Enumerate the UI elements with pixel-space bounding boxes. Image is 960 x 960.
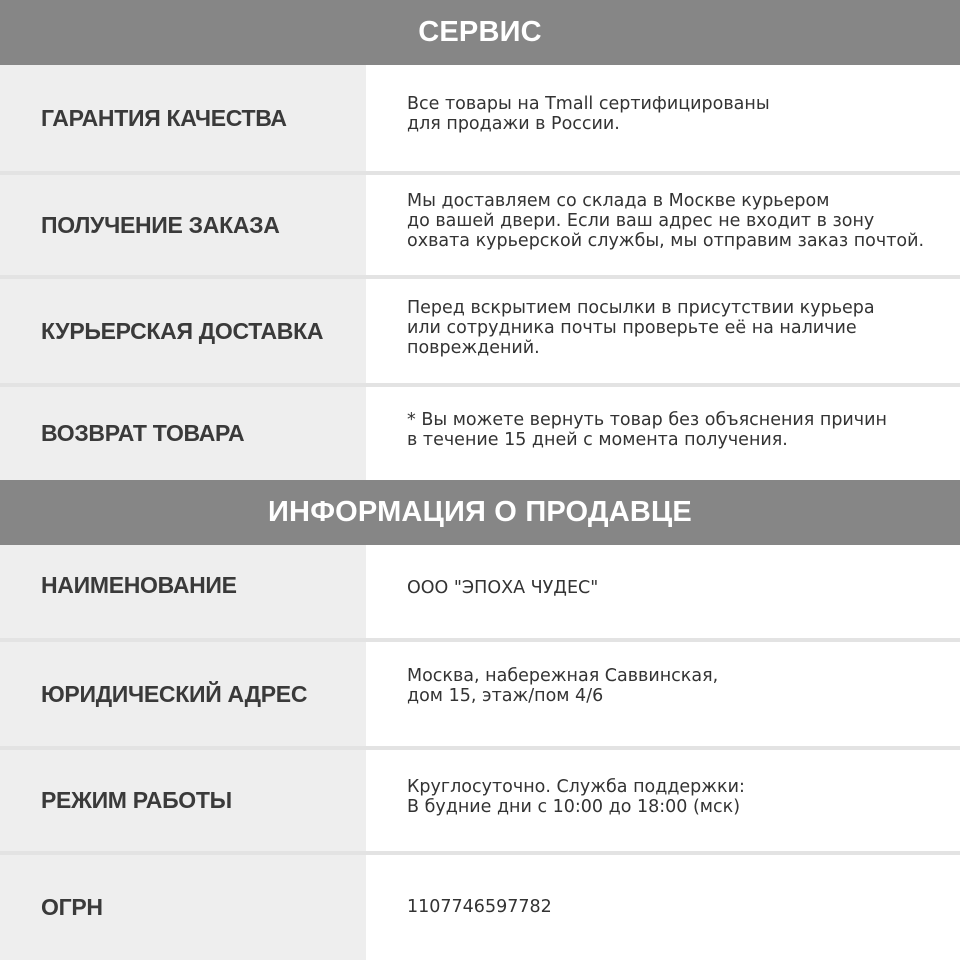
seller-row-working-hours [0,750,960,851]
row-label: РЕЖИМ РАБОТЫ [0,750,366,851]
row-label: ЮРИДИЧЕСКИЙ АДРЕС [0,642,366,746]
row-label: ОГРН [0,855,366,960]
service-section-header [0,0,960,65]
row-value: Мы доставляем со склада в Москве курьером до вашей двери. Если ваш адрес не входит в зону охвата курьерской службы, мы отправим заказ почтой. [366,175,960,275]
row-value: Москва, набережная Саввинская, дом 15, этаж/пом 4/6 [366,642,960,746]
service-row-quality [0,65,960,171]
row-value: 1107746597782 [366,855,960,960]
row-value: * Вы можете вернуть товар без объяснения причин в течение 15 дней с момента получения. [366,387,960,480]
row-value: Все товары на Tmall сертифицированы для продажи в России. [366,65,960,171]
service-section-title: СЕРВИС [418,16,542,48]
row-label: ПОЛУЧЕНИЕ ЗАКАЗА [0,175,366,275]
seller-section-title: ИНФОРМАЦИЯ О ПРОДАВЦЕ [268,496,692,528]
service-row-returns [0,387,960,480]
seller-row-legal-address [0,642,960,746]
service-row-order-receipt [0,175,960,275]
service-row-courier-delivery [0,279,960,383]
seller-row-ogrn [0,855,960,960]
row-value: Перед вскрытием посылки в присутствии курьера или сотрудника почты проверьте её на наличие повреждений. [366,279,960,383]
seller-row-name [0,545,960,638]
row-value: ООО "ЭПОХА ЧУДЕС" [366,545,960,638]
row-label: НАИМЕНОВАНИЕ [0,545,366,638]
row-label: ВОЗВРАТ ТОВАРА [0,387,366,480]
seller-section-header [0,480,960,545]
row-value: Круглосуточно. Служба поддержки: В будние дни с 10:00 до 18:00 (мск) [366,750,960,851]
row-label: ГАРАНТИЯ КАЧЕСТВА [0,65,366,171]
row-label: КУРЬЕРСКАЯ ДОСТАВКА [0,279,366,383]
